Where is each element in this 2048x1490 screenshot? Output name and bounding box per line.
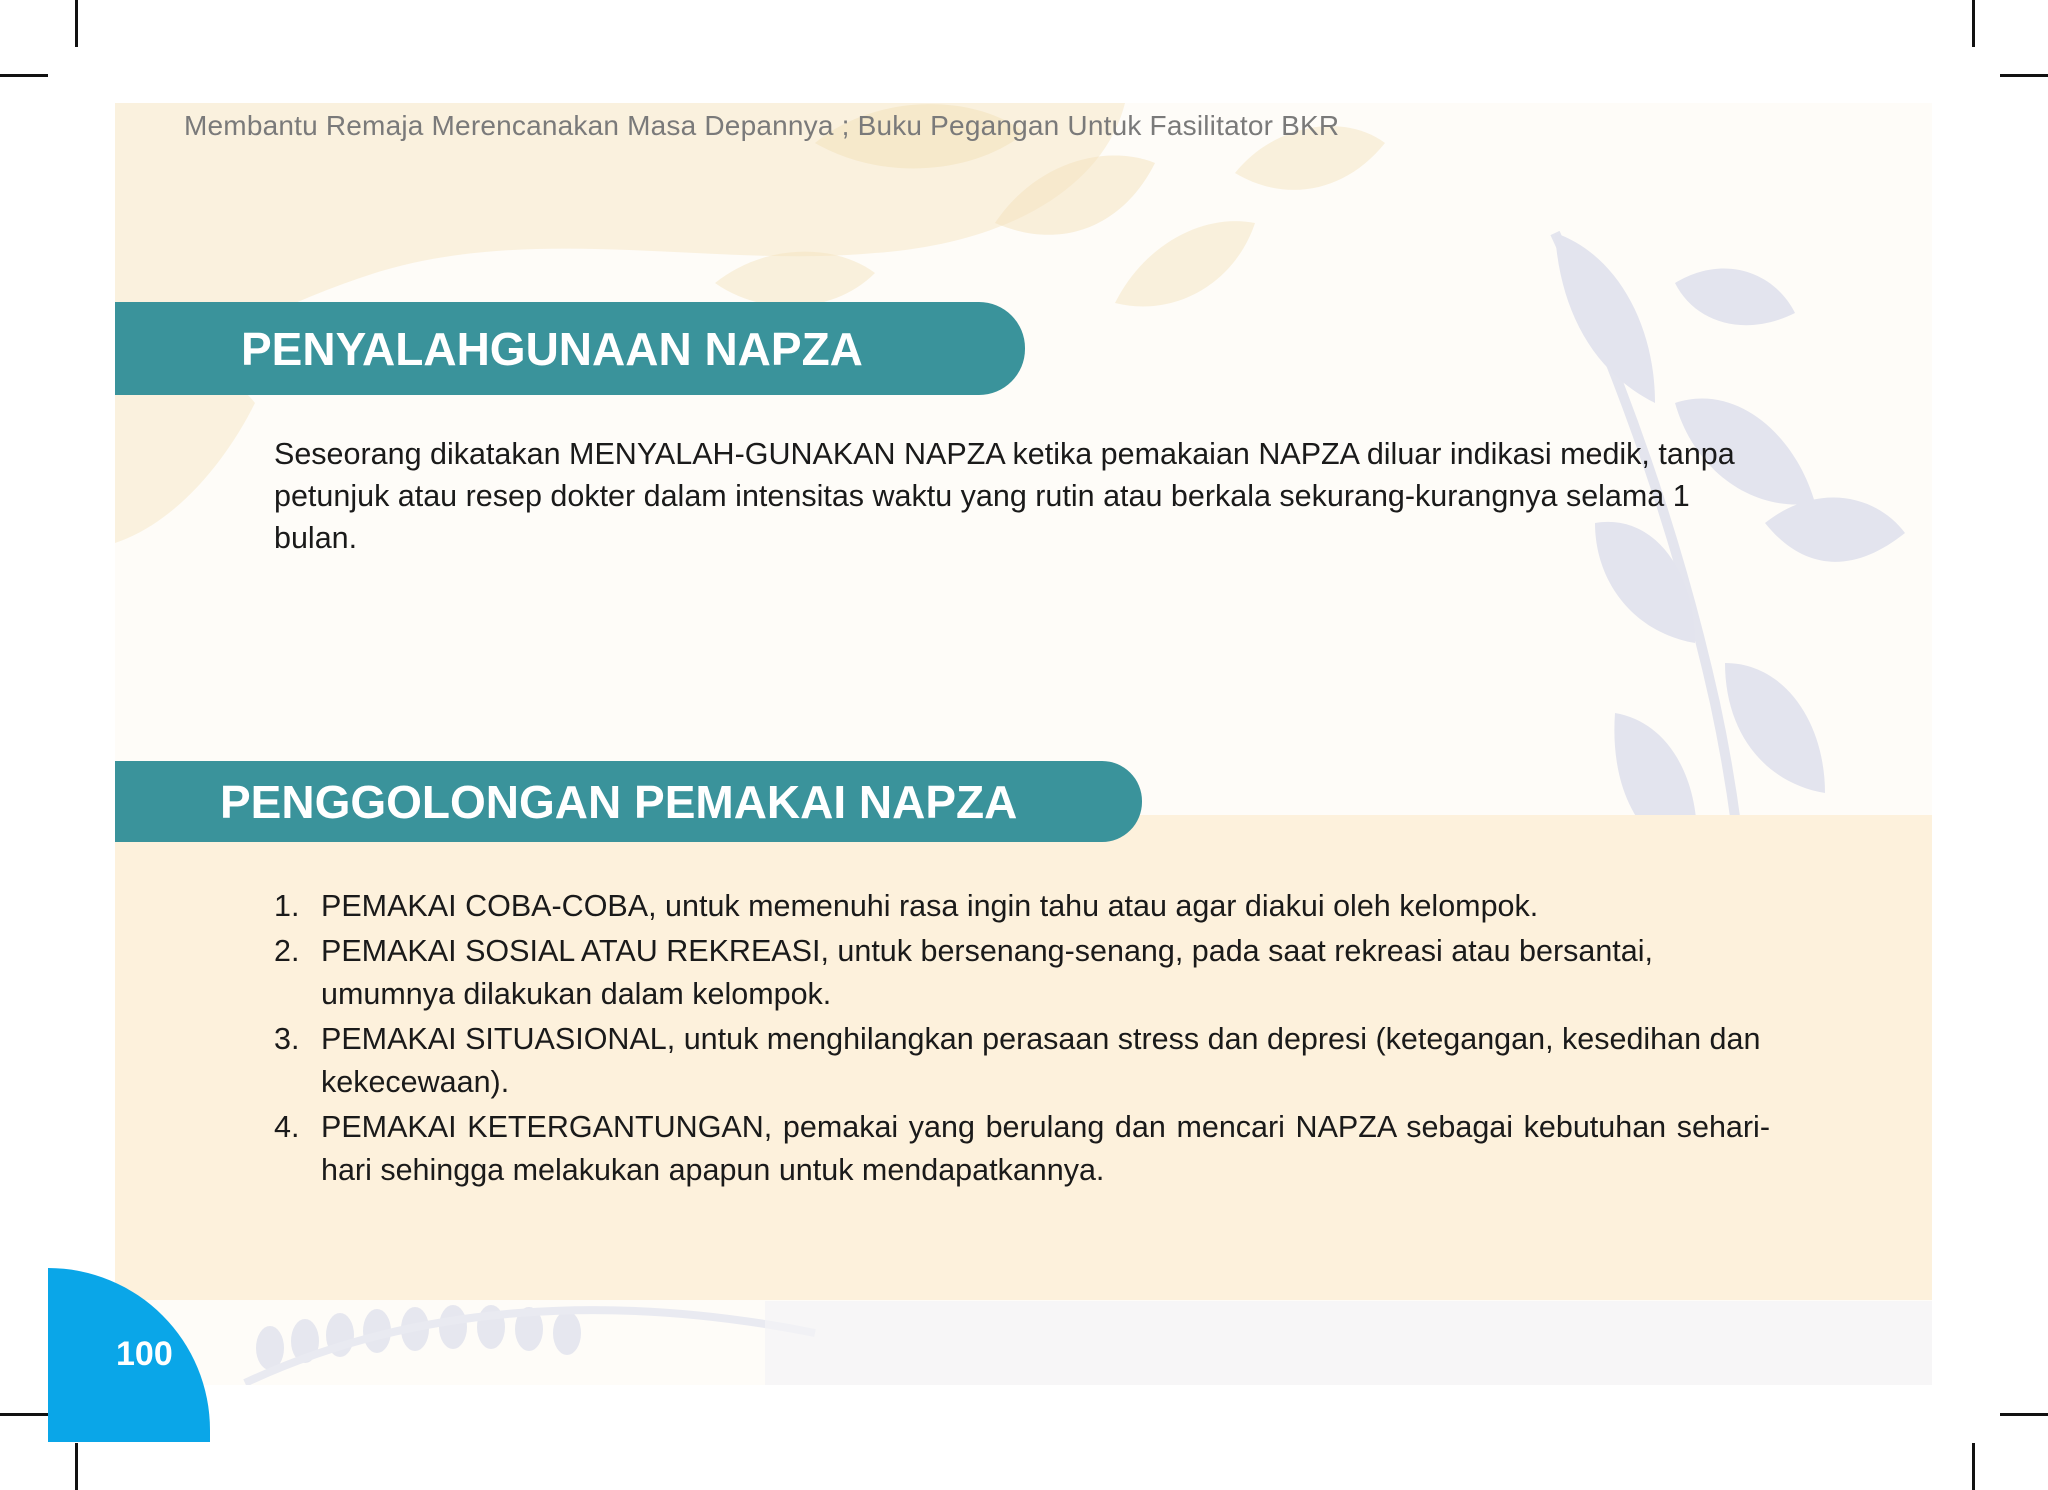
page-number: 100 [116, 1335, 173, 1373]
list-item [274, 1018, 1770, 1104]
list-item-number: 2. [274, 934, 300, 968]
list-item-text: PEMAKAI SOSIAL ATAU REKREASI, untuk bersenang-senang, pada saat rekreasi atau bersantai, umumnya dilakukan dalam kelompok. [321, 934, 1653, 1011]
list-item-number: 4. [274, 1110, 300, 1144]
crop-mark-bottom-left-horizontal [0, 1413, 48, 1416]
list-item [274, 1106, 1770, 1192]
list-item-text: PEMAKAI SITUASIONAL, untuk menghilangkan perasaan stress dan depresi (ketegangan, kesedihan dan kekecewaan). [321, 1022, 1761, 1099]
section-title-classification: PENGGOLONGAN PEMAKAI NAPZA [115, 761, 1142, 842]
crop-mark-bottom-right-vertical [1972, 1443, 1975, 1490]
section-title-misuse: PENYALAHGUNAAN NAPZA [115, 302, 1025, 395]
classification-list [274, 885, 1770, 1194]
misuse-definition: Seseorang dikatakan MENYALAH-GUNAKAN NAPZA ketika pemakaian NAPZA diluar indikasi medik, tanpa petunjuk atau resep dokter dalam intensitas waktu yang rutin atau berkala sekurang-kurangnya selama 1 bulan. [274, 437, 1735, 555]
list-item-text: PEMAKAI KETERGANTUNGAN, pemakai yang berulang dan mencari NAPZA sebagai kebutuhan sehari-hari sehingga melakukan apapun untuk mendapatkannya. [321, 1110, 1770, 1187]
crop-mark-bottom-left-vertical [75, 1443, 78, 1490]
crop-mark-top-left-horizontal [0, 74, 48, 77]
list-item-text: PEMAKAI COBA-COBA, untuk memenuhi rasa ingin tahu atau agar diakui oleh kelompok. [321, 889, 1539, 923]
crop-mark-top-left-vertical [75, 0, 78, 47]
crop-mark-bottom-right-horizontal [2000, 1413, 2048, 1416]
running-header: Membantu Remaja Merencanakan Masa Depannya ; Buku Pegangan Untuk Fasilitator BKR [184, 110, 1340, 141]
list-item [274, 885, 1770, 928]
list-item-number: 3. [274, 1022, 300, 1056]
crop-mark-top-right-vertical [1972, 0, 1975, 47]
list-item-number: 1. [274, 889, 300, 923]
list-item [274, 930, 1770, 1016]
crop-mark-top-right-horizontal [2000, 74, 2048, 77]
